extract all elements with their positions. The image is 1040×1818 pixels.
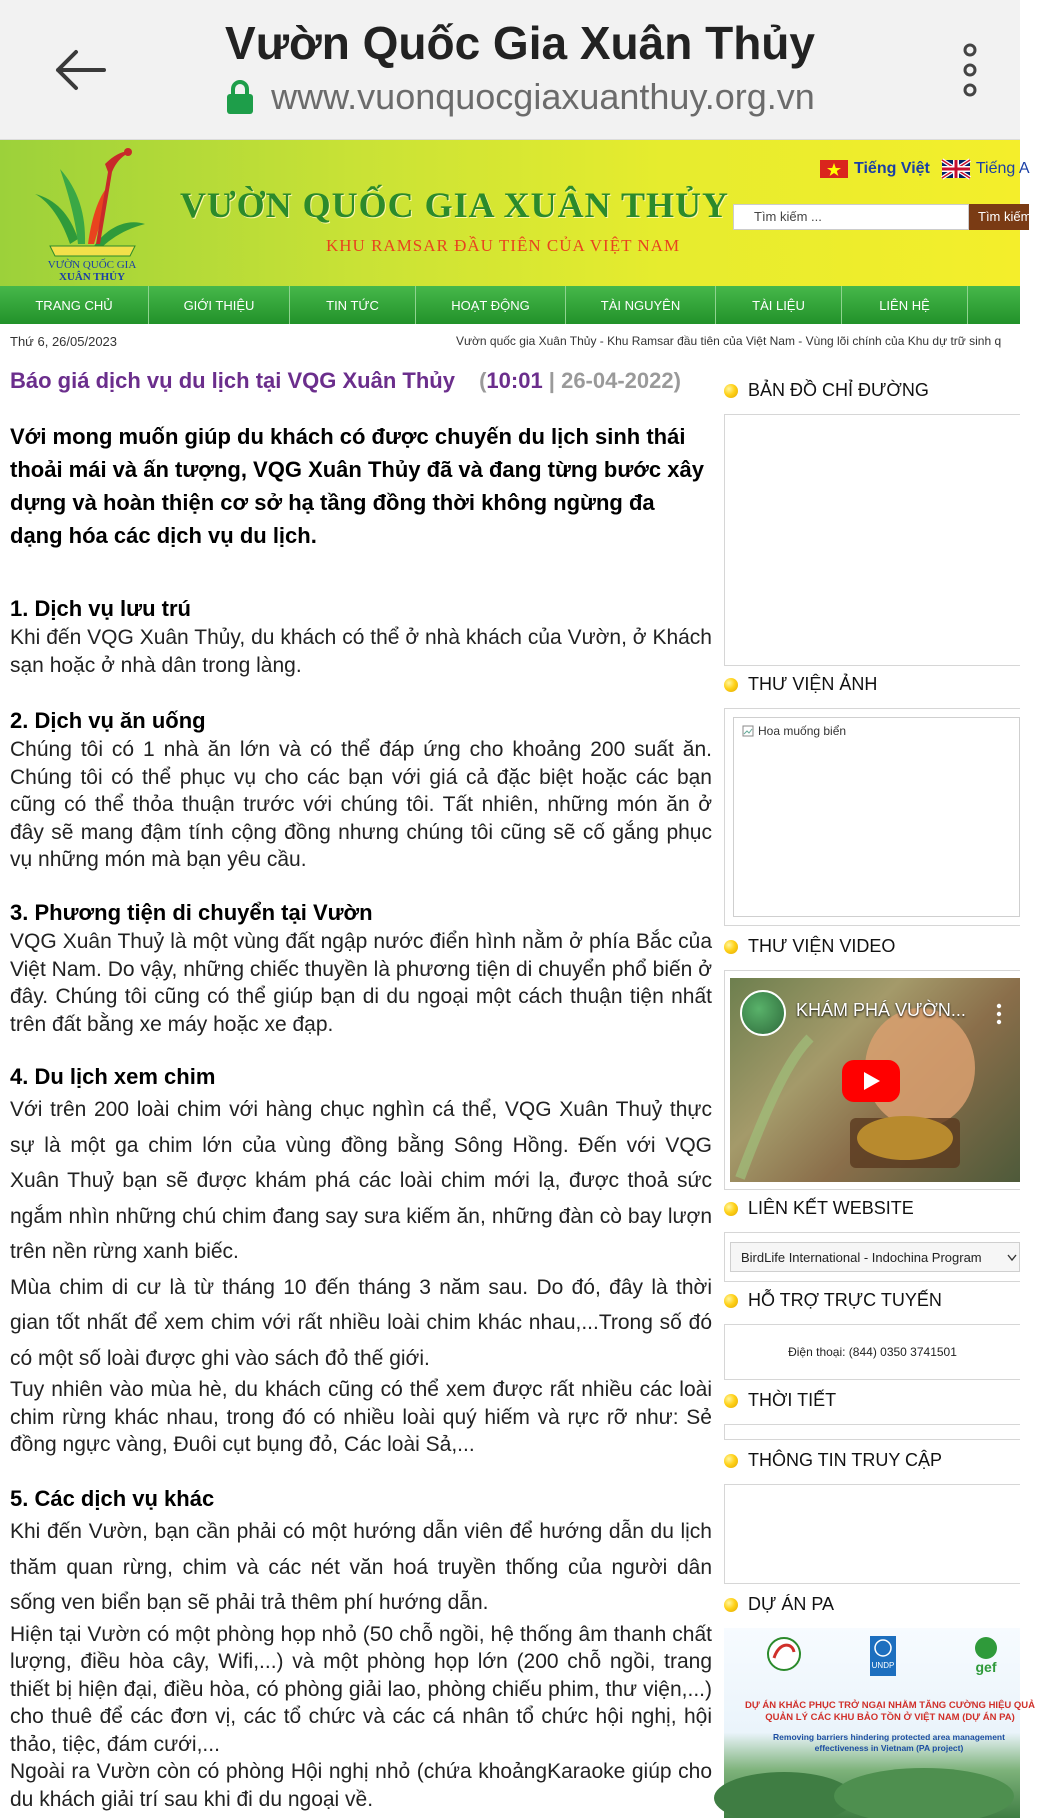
more-options-button[interactable] <box>940 30 1000 110</box>
article-title-line: Báo giá dịch vụ du lịch tại VQG Xuân Thủy (10:01 | 26-04-2022) <box>10 368 681 393</box>
sidebar-heading-label: DỰ ÁN PA <box>748 1594 835 1614</box>
bullet-icon <box>724 940 738 954</box>
language-switcher <box>820 160 1030 178</box>
article-lead: Với mong muốn giúp du khách có được chuyến du lịch sinh thái thoải mái và ấn tượng, VQG Xuân Thủy đã và đang từng bước xây dựng và hoàn thiện cơ sở hạ tầng đồng thời không ngừng đa dạng hóa các dịch vụ du lịch. <box>10 424 704 548</box>
pa-project-title-vn: DỰ ÁN KHẮC PHỤC TRỞ NGẠI NHẰM TĂNG CƯỜNG HIỆU QUẢ QUẢN LÝ CÁC KHU BẢO TỒN Ở VIỆT NAM (DỰ ÁN PA) <box>744 1700 1036 1723</box>
site-url: www.vuonquocgiaxuanthuy.org.vn <box>271 76 815 117</box>
sidebar-heading-label: BẢN ĐỒ CHỈ ĐƯỜNG <box>748 380 929 400</box>
section-dining <box>10 706 712 874</box>
article-time: 10:01 <box>486 368 543 393</box>
bullet-icon <box>724 1202 738 1216</box>
section-heading: 1. Dịch vụ lưu trú <box>10 596 191 621</box>
news-ticker: Vườn quốc gia Xuân Thủy - Khu Ramsar đầu tiên của Việt Nam - Vùng lõi chính của Khu dự trữ sinh q <box>456 334 1002 348</box>
sidebar-heading-weather <box>724 1390 836 1411</box>
photo-alt-label: Hoa muống biển <box>758 724 847 738</box>
banner-title: VƯỜN QUỐC GIA XUÂN THỦY <box>180 185 730 225</box>
search-input[interactable]: Tìm kiếm ... <box>733 204 969 230</box>
sidebar-heading-links <box>724 1198 914 1219</box>
park-logo[interactable] <box>30 144 155 284</box>
logo-text-top: VƯỜN QUỐC GIA <box>47 259 137 271</box>
undp-logo-text: UNDP <box>871 1661 895 1670</box>
section-transport <box>10 898 712 1038</box>
nav-item-news[interactable]: TIN TỨC <box>290 286 416 324</box>
lang-vietnamese[interactable]: Tiếng Việt <box>854 160 930 177</box>
section-paragraph: Khi đến VQG Xuân Thủy, du khách có thể ở nhà khách của Vườn, ở Khách sạn hoặc ở nhà dân trong làng. <box>10 626 712 677</box>
website-links-select[interactable] <box>730 1242 1020 1272</box>
selected-option: BirdLife International - Indochina Program <box>741 1250 982 1265</box>
article-date: 26-04-2022 <box>561 368 674 393</box>
map-widget[interactable] <box>724 414 1020 666</box>
video-title[interactable]: KHÁM PHÁ VƯỜN... <box>796 1000 966 1020</box>
photo-alt-text <box>742 724 846 738</box>
photo-gallery-widget <box>724 708 1020 926</box>
channel-avatar[interactable] <box>740 990 786 1036</box>
main-navigation <box>0 286 1020 324</box>
sidebar-heading-videos <box>724 936 895 957</box>
bullet-icon <box>724 384 738 398</box>
bullet-icon <box>724 678 738 692</box>
nav-item-about[interactable]: GIỚI THIỆU <box>149 286 290 324</box>
section-heading: 3. Phương tiện di chuyển tại Vườn <box>10 900 373 925</box>
nav-item-contact[interactable]: LIÊN HỆ <box>842 286 968 324</box>
bullet-icon <box>724 1598 738 1612</box>
nav-item-home[interactable]: TRANG CHỦ <box>0 286 149 324</box>
section-paragraph: Với trên 200 loài chim với hàng chục nghìn cá thể, VQG Xuân Thuỷ thực sự là một ga chim lớn của vùng đồng bằng Sông Hồng. Đến với VQG Xuân Thuỷ bạn sẽ được khám phá các loài chim mới lạ, được thoả sức ngắm nhìn những chú chim đang say sưa kiếm ăn, những đàn cò bay lượn trên nền rừng xanh biếc. <box>10 1098 712 1263</box>
sidebar-heading-photos <box>724 674 877 695</box>
banner-subtitle: KHU RAMSAR ĐẦU TIÊN CỦA VIỆT NAM <box>326 236 681 255</box>
more-vertical-icon <box>960 40 980 100</box>
nav-item-activities[interactable]: HOẠT ĐỘNG <box>416 286 566 324</box>
section-paragraph: Chúng tôi có 1 nhà ăn lớn và có thể đáp ứng cho khoảng 200 suất ăn. Chúng tôi có thể phục vụ cho các bạn với giá cả đặc biệt hoặc các bạn cũng có thể thỏa thuận trước với chúng tôi. Tất nhiên, những món ăn ở đây sẽ mang đậm tính cộng đồng nhưng chúng tôi cũng sẽ cố gắng phục vụ những món mà bạn yêu cầu. <box>10 738 712 871</box>
more-vertical-icon[interactable] <box>994 1002 1004 1026</box>
section-accommodation <box>10 594 712 679</box>
sidebar-heading-label: THƯ VIỆN VIDEO <box>748 936 896 956</box>
sidebar-heading-map <box>724 380 929 401</box>
sidebar-heading-label: LIÊN KẾT WEBSITE <box>748 1198 914 1218</box>
pa-project-banner[interactable] <box>724 1628 1036 1818</box>
nav-item-documents[interactable]: TÀI LIỆU <box>716 286 842 324</box>
section-paragraph: Ngoài ra Vườn còn có phòng Hội nghị nhỏ (chứa khoảngKaraoke giúp cho du khách giải trí sau khi đi du ngoại về. <box>10 1760 712 1811</box>
uk-flag-icon[interactable] <box>942 160 970 178</box>
sidebar-heading-access <box>724 1450 942 1471</box>
nav-spacer <box>968 286 1020 324</box>
chevron-down-icon <box>1007 1254 1017 1262</box>
sidebar-heading-label: THÔNG TIN TRUY CẬP <box>748 1450 943 1470</box>
access-stats-widget <box>724 1484 1020 1584</box>
sidebar-heading-label: THỜI TIẾT <box>748 1390 837 1410</box>
arrow-left-icon <box>52 48 108 92</box>
gef-logo-text: gef <box>975 1659 997 1675</box>
section-heading: 2. Dịch vụ ăn uống <box>10 708 206 733</box>
article-title: Báo giá dịch vụ du lịch tại VQG Xuân Thủy <box>10 368 455 393</box>
current-date: Thứ 6, 26/05/2023 <box>10 334 118 349</box>
section-paragraph: Hiện tại Vườn có một phòng họp nhỏ (50 chỗ ngồi, hệ thống âm thanh chất lượng, điều hòa cây, Wifi,...) và một phòng họp lớn (200 chỗ ngồi, trang thiết bị hiện đại, điều hòa, có phòng giải lao, phòng chiếu phim, thư viện,...) cho thuê để các đơn vị, các tổ chức và các cá nhân tổ chức hội nghị, hội thảo, tiệc, đám cưới,... <box>10 1622 712 1756</box>
sidebar-heading-label: THƯ VIỆN ẢNH <box>748 674 878 694</box>
section-paragraph: VQG Xuân Thuỷ là một vùng đất ngập nước điển hình nằm ở phía Bắc của Việt Nam. Do vậy, những chiếc thuyền là phương tiện di chuyển phổ biến ở đây. Chúng tôi cũng có thể giúp bạn di du ngoại một cách thuận tiện nhất trên đất bằng xe máy hoặc xe đạp. <box>10 930 712 1036</box>
sidebar-heading-support <box>724 1290 942 1311</box>
sidebar-heading-label: HỖ TRỢ TRỰC TUYẾN <box>748 1290 942 1310</box>
vietnam-flag-icon[interactable] <box>820 160 848 178</box>
section-paragraph: Khi đến Vườn, bạn cần phải có một hướng dẫn viên để hướng dẫn du lịch thăm quan rừng, chim và các nét văn hoá truyền thống của người dân sống ven biển bạn sẽ phải trả thêm phí hướng dẫn. <box>10 1520 712 1614</box>
section-heading: 5. Các dịch vụ khác <box>10 1486 215 1511</box>
site-header-banner <box>0 140 1032 286</box>
sidebar-heading-project <box>724 1594 834 1615</box>
bullet-icon <box>724 1294 738 1308</box>
bullet-icon <box>724 1394 738 1408</box>
video-player[interactable] <box>730 978 1020 1182</box>
support-phone[interactable]: Điện thoại: (844) 0350 3741501 <box>724 1324 1020 1380</box>
lang-english[interactable]: Tiếng A <box>975 160 1030 177</box>
back-button[interactable] <box>40 30 120 110</box>
gallery-photo[interactable] <box>733 717 1020 917</box>
section-birdwatching <box>10 1062 712 1459</box>
bullet-icon <box>724 1454 738 1468</box>
weather-widget <box>724 1424 1020 1440</box>
browser-top-bar <box>0 0 1020 140</box>
section-other-services <box>10 1484 712 1813</box>
page-title: Vườn Quốc Gia Xuân Thủy <box>225 17 815 69</box>
play-button[interactable] <box>842 1060 900 1102</box>
logo-text-bottom: XUÂN THỦY <box>58 271 126 283</box>
section-heading: 4. Du lịch xem chim <box>10 1064 216 1089</box>
nav-item-resources[interactable]: TÀI NGUYÊN <box>566 286 716 324</box>
search-button[interactable]: Tìm kiếm <box>969 204 1029 230</box>
section-paragraph: Mùa chim di cư là từ tháng 10 đến tháng 3 năm sau. Do đó, đây là thời gian tốt nhất để xem chim với rất nhiều loài chim khác nhau,...Trong số đó có một số loài được ghi vào sách đỏ thế giới. <box>10 1275 712 1370</box>
play-icon <box>860 1070 882 1092</box>
pa-project-title-en: Removing barriers hindering protected area management effectiveness in Vietnam (PA project) <box>773 1732 1005 1753</box>
lock-icon <box>225 79 255 115</box>
url-bar[interactable] <box>130 76 910 118</box>
article-header <box>10 368 712 394</box>
section-paragraph: Tuy nhiên vào mùa hè, du khách cũng có thể xem được rất nhiều các loài chim rừng khác nhau, trong đó có nhiều loài quý hiếm và rực rỡ như: Sẻ đồng ngực vàng, Đuôi cụt bụng đỏ, Các loài Sả,... <box>10 1378 712 1456</box>
broken-image-icon <box>742 725 754 737</box>
